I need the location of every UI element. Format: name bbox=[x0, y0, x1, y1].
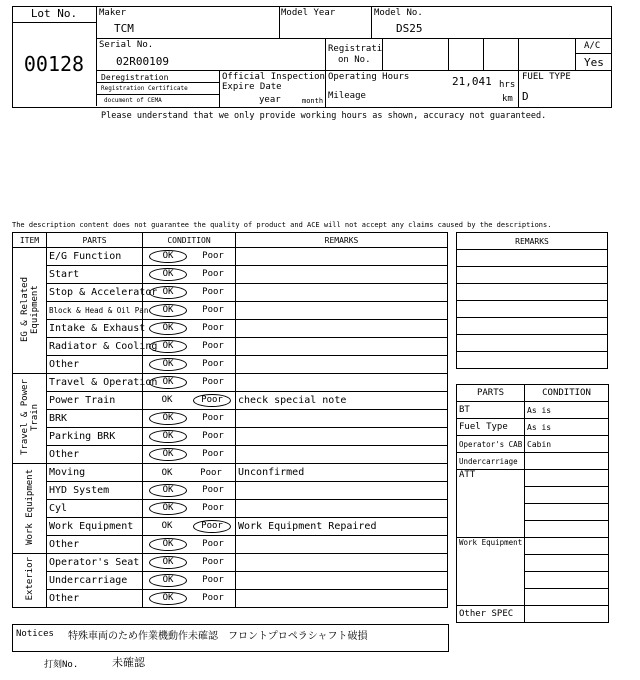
col-remarks-header: REMARKS bbox=[236, 233, 448, 248]
condition-ok-mark: OK bbox=[149, 340, 187, 353]
right-part-condition: Cabin bbox=[525, 436, 609, 453]
group-label-cell bbox=[13, 374, 47, 464]
right-part-condition bbox=[525, 521, 609, 538]
condition-ok-mark: OK bbox=[149, 286, 187, 299]
part-name: Start bbox=[47, 266, 143, 284]
part-name: Block & Head & Oil Pan bbox=[47, 302, 143, 320]
remark-cell bbox=[236, 536, 448, 554]
condition-ok-mark: OK bbox=[149, 358, 187, 371]
header-line-3 bbox=[96, 82, 219, 83]
condition-table bbox=[12, 232, 448, 608]
right-part-condition: As is bbox=[525, 402, 609, 419]
condition-cell bbox=[143, 428, 236, 446]
condition-row bbox=[13, 320, 448, 338]
right-remarks-row bbox=[457, 352, 608, 369]
condition-ok-mark: OK bbox=[161, 521, 173, 531]
part-name: Power Train bbox=[47, 392, 143, 410]
right-part-name: ATT bbox=[457, 470, 525, 538]
condition-poor-mark: Poor bbox=[202, 449, 224, 459]
part-name: Travel & Operation bbox=[47, 374, 143, 392]
col-parts-header: PARTS bbox=[47, 233, 143, 248]
condition-cell bbox=[143, 572, 236, 590]
remark-cell bbox=[236, 266, 448, 284]
model-year-label: Model Year bbox=[281, 8, 336, 18]
work-equipment-label: Work Equipment bbox=[457, 538, 525, 606]
remark-cell bbox=[236, 284, 448, 302]
condition-poor-mark: Poor bbox=[200, 468, 222, 478]
right-part-condition bbox=[525, 555, 609, 572]
remark-cell bbox=[236, 500, 448, 518]
part-name: Other bbox=[47, 446, 143, 464]
ac-label: A/C bbox=[584, 41, 601, 51]
right-part-condition bbox=[525, 487, 609, 504]
condition-poor-mark: Poor bbox=[202, 485, 224, 495]
group-label: EG & Related Equipment bbox=[19, 276, 40, 342]
hours-note: Please understand that we only provide working hours as shown, accuracy not guaranteed. bbox=[101, 111, 547, 121]
condition-cell bbox=[143, 338, 236, 356]
remark-cell bbox=[236, 482, 448, 500]
registration-label-2: on No. bbox=[338, 55, 371, 65]
registration-label-1: Registrati bbox=[328, 44, 383, 54]
condition-ok-mark: OK bbox=[149, 448, 187, 461]
right-part-condition bbox=[525, 470, 609, 487]
part-name: BRK bbox=[47, 410, 143, 428]
right-parts-grid bbox=[456, 384, 609, 623]
part-name: Work Equipment bbox=[47, 518, 143, 536]
condition-row bbox=[13, 248, 448, 266]
op-hours-value: 21,041 bbox=[452, 75, 492, 88]
header-line-ac bbox=[575, 53, 611, 54]
remark-cell bbox=[236, 302, 448, 320]
condition-cell bbox=[143, 410, 236, 428]
condition-cell bbox=[143, 518, 236, 536]
serial-label: Serial No. bbox=[99, 40, 154, 50]
right-part-name: BT bbox=[457, 402, 525, 419]
condition-cell bbox=[143, 374, 236, 392]
condition-row bbox=[13, 392, 448, 410]
condition-cell bbox=[143, 284, 236, 302]
condition-row bbox=[13, 374, 448, 392]
right-remarks-row bbox=[457, 301, 608, 318]
condition-poor-mark: Poor bbox=[193, 520, 231, 533]
other-spec-label: Other SPEC bbox=[457, 606, 525, 623]
part-name: Radiator & Cooling bbox=[47, 338, 143, 356]
right-remarks-row bbox=[457, 284, 608, 301]
condition-poor-mark: Poor bbox=[202, 341, 224, 351]
header-line-2 bbox=[96, 70, 611, 71]
condition-cell bbox=[143, 266, 236, 284]
lot-label-cell: Lot No. bbox=[12, 6, 97, 23]
fuel-type-value: D bbox=[522, 90, 529, 103]
header-line-4 bbox=[96, 94, 219, 95]
col-item-header: ITEM bbox=[13, 233, 47, 248]
remark-cell bbox=[236, 410, 448, 428]
remark-cell bbox=[236, 428, 448, 446]
notices-text: 特殊車両のため作業機動作未確認 フロントプロペラシャフト破損 bbox=[68, 631, 368, 642]
condition-row bbox=[13, 518, 448, 536]
condition-poor-mark: Poor bbox=[202, 413, 224, 423]
header-vline-h bbox=[518, 38, 519, 107]
dereg-label: Deregistration bbox=[101, 73, 169, 82]
group-label-cell bbox=[13, 248, 47, 374]
remark-cell bbox=[236, 374, 448, 392]
header-vline-d bbox=[219, 70, 220, 107]
stamp-label: 打刻No. bbox=[44, 660, 79, 670]
condition-grid bbox=[12, 232, 448, 608]
condition-row bbox=[13, 428, 448, 446]
condition-ok-mark: OK bbox=[149, 376, 187, 389]
condition-cell bbox=[143, 500, 236, 518]
part-name: HYD System bbox=[47, 482, 143, 500]
stamp-value: 未確認 bbox=[112, 656, 145, 669]
remark-cell bbox=[236, 446, 448, 464]
condition-ok-mark: OK bbox=[149, 592, 187, 605]
condition-row bbox=[13, 338, 448, 356]
month-label: month bbox=[302, 97, 324, 105]
header-vline-f bbox=[448, 38, 449, 70]
condition-row bbox=[13, 590, 448, 608]
condition-row bbox=[13, 482, 448, 500]
remark-cell: Unconfirmed bbox=[236, 464, 448, 482]
notices-label: Notices bbox=[16, 629, 54, 639]
condition-row bbox=[13, 266, 448, 284]
condition-ok-mark: OK bbox=[149, 574, 187, 587]
mileage-label: Mileage bbox=[328, 91, 366, 101]
right-parts-table bbox=[456, 384, 609, 623]
condition-row bbox=[13, 554, 448, 572]
remark-cell: Work Equipment Repaired bbox=[236, 518, 448, 536]
fuel-type-label: FUEL TYPE bbox=[522, 72, 571, 82]
part-name: Cyl bbox=[47, 500, 143, 518]
hrs-label: hrs bbox=[499, 80, 516, 90]
condition-poor-mark: Poor bbox=[202, 557, 224, 567]
part-name: Other bbox=[47, 356, 143, 374]
condition-cell bbox=[143, 554, 236, 572]
condition-cell bbox=[143, 536, 236, 554]
condition-row bbox=[13, 500, 448, 518]
disclaimer: The description content does not guarantee the quality of product and ACE will not accept any claims caused by the descriptions. bbox=[12, 221, 552, 229]
condition-ok-mark: OK bbox=[161, 468, 173, 478]
condition-poor-mark: Poor bbox=[202, 539, 224, 549]
condition-poor-mark: Poor bbox=[202, 377, 224, 387]
condition-ok-mark: OK bbox=[149, 250, 187, 263]
part-name: Intake & Exhaust bbox=[47, 320, 143, 338]
header-vline-b bbox=[371, 6, 372, 38]
part-name: Operator's Seat bbox=[47, 554, 143, 572]
condition-cell bbox=[143, 392, 236, 410]
maker-label: Maker bbox=[99, 8, 127, 18]
right-condition-header: CONDITION bbox=[525, 385, 609, 402]
group-label: Travel & Power Train bbox=[19, 379, 40, 455]
right-remarks-row bbox=[457, 318, 608, 335]
condition-ok-mark: OK bbox=[149, 556, 187, 569]
col-condition-header: CONDITION bbox=[143, 233, 236, 248]
condition-row bbox=[13, 464, 448, 482]
condition-ok-mark: OK bbox=[149, 538, 187, 551]
condition-cell bbox=[143, 248, 236, 266]
condition-ok-mark: OK bbox=[149, 304, 187, 317]
condition-ok-mark: OK bbox=[149, 322, 187, 335]
condition-row bbox=[13, 446, 448, 464]
condition-cell bbox=[143, 302, 236, 320]
right-part-name: Operator's CAB bbox=[457, 436, 525, 453]
condition-poor-mark: Poor bbox=[202, 431, 224, 441]
right-part-condition bbox=[525, 538, 609, 555]
condition-cell bbox=[143, 356, 236, 374]
right-remarks-table bbox=[456, 232, 608, 369]
condition-cell bbox=[143, 590, 236, 608]
part-name: Other bbox=[47, 590, 143, 608]
condition-ok-mark: OK bbox=[149, 412, 187, 425]
condition-poor-mark: Poor bbox=[202, 503, 224, 513]
reg-cert-label: Registration Certificate bbox=[101, 85, 188, 92]
condition-poor-mark: Poor bbox=[202, 269, 224, 279]
group-label-cell bbox=[13, 464, 47, 554]
right-part-condition: As is bbox=[525, 419, 609, 436]
condition-cell bbox=[143, 464, 236, 482]
condition-cell bbox=[143, 446, 236, 464]
right-remarks-row bbox=[457, 267, 608, 284]
lot-number: 00128 bbox=[12, 23, 97, 106]
condition-row bbox=[13, 572, 448, 590]
header-vline-g bbox=[483, 38, 484, 70]
right-remarks-row bbox=[457, 250, 608, 267]
condition-row bbox=[13, 410, 448, 428]
remark-cell bbox=[236, 590, 448, 608]
year-label: year bbox=[259, 95, 281, 105]
group-label: Exterior bbox=[24, 557, 35, 601]
group-label-cell bbox=[13, 554, 47, 608]
condition-poor-mark: Poor bbox=[202, 287, 224, 297]
condition-ok-mark: OK bbox=[149, 268, 187, 281]
condition-ok-mark: OK bbox=[149, 430, 187, 443]
condition-cell bbox=[143, 482, 236, 500]
cema-label: document of CEMA bbox=[104, 97, 162, 104]
condition-poor-mark: Poor bbox=[202, 251, 224, 261]
right-remarks-header: REMARKS bbox=[457, 233, 608, 250]
km-label: km bbox=[502, 94, 513, 104]
right-part-condition bbox=[525, 572, 609, 589]
part-name: Stop & Accelerator bbox=[47, 284, 143, 302]
right-part-condition bbox=[525, 589, 609, 606]
remark-cell bbox=[236, 338, 448, 356]
right-part-condition bbox=[525, 453, 609, 470]
condition-ok-mark: OK bbox=[149, 484, 187, 497]
right-remarks-row bbox=[457, 335, 608, 352]
condition-ok-mark: OK bbox=[161, 395, 173, 405]
model-no-value: DS25 bbox=[396, 22, 423, 35]
op-hours-label: Operating Hours bbox=[328, 72, 410, 82]
condition-poor-mark: Poor bbox=[202, 575, 224, 585]
part-name: E/G Function bbox=[47, 248, 143, 266]
part-name: Other bbox=[47, 536, 143, 554]
condition-row bbox=[13, 536, 448, 554]
inspection-label-2: Expire Date bbox=[222, 82, 282, 92]
header-vline-c bbox=[325, 38, 326, 107]
condition-row bbox=[13, 356, 448, 374]
condition-poor-mark: Poor bbox=[202, 593, 224, 603]
right-part-name: Fuel Type bbox=[457, 419, 525, 436]
group-label: Work Equipment bbox=[24, 469, 35, 545]
model-no-label: Model No. bbox=[374, 8, 423, 18]
remark-cell bbox=[236, 554, 448, 572]
condition-poor-mark: Poor bbox=[202, 323, 224, 333]
remark-cell bbox=[236, 572, 448, 590]
condition-row bbox=[13, 284, 448, 302]
condition-row bbox=[13, 302, 448, 320]
condition-poor-mark: Poor bbox=[202, 305, 224, 315]
remark-cell: check special note bbox=[236, 392, 448, 410]
remark-cell bbox=[236, 320, 448, 338]
condition-poor-mark: Poor bbox=[193, 394, 231, 407]
part-name: Undercarriage bbox=[47, 572, 143, 590]
right-part-condition bbox=[525, 504, 609, 521]
condition-cell bbox=[143, 320, 236, 338]
remark-cell bbox=[236, 356, 448, 374]
serial-value: 02R00109 bbox=[116, 55, 169, 68]
maker-value: TCM bbox=[114, 22, 134, 35]
right-parts-header: PARTS bbox=[457, 385, 525, 402]
right-part-condition bbox=[525, 606, 609, 623]
remark-cell bbox=[236, 248, 448, 266]
header-vline-i bbox=[575, 38, 576, 70]
part-name: Moving bbox=[47, 464, 143, 482]
inspection-label-1: Official Inspection bbox=[222, 72, 325, 82]
header-vline-e bbox=[382, 38, 383, 70]
header-vline-a bbox=[279, 6, 280, 38]
part-name: Parking BRK bbox=[47, 428, 143, 446]
header-line-1 bbox=[96, 38, 611, 39]
condition-ok-mark: OK bbox=[149, 502, 187, 515]
condition-poor-mark: Poor bbox=[202, 359, 224, 369]
right-part-name: Undercarriage bbox=[457, 453, 525, 470]
ac-value: Yes bbox=[584, 56, 604, 69]
